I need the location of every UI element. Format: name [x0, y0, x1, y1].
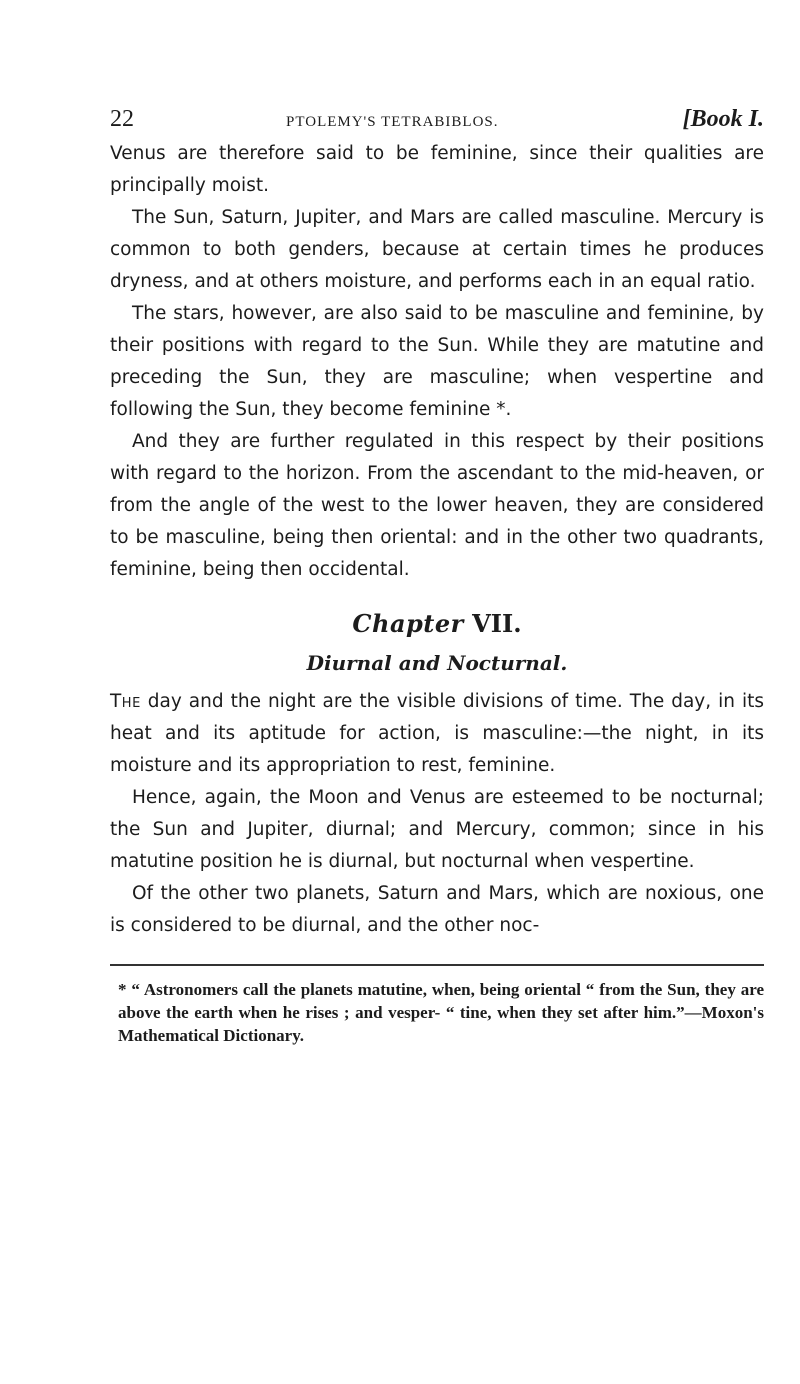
- chapter-word: Chapter: [352, 609, 464, 638]
- chapter-subtitle: Diurnal and Nocturnal.: [306, 651, 568, 675]
- chapter-heading: [110, 604, 764, 644]
- footnote-rule: [110, 964, 764, 966]
- paragraph: Of the other two planets, Saturn and Mars, which are noxious, one is considered to be diurnal, and the other noc-: [110, 883, 764, 936]
- book-reference: [Book I.: [682, 106, 764, 132]
- paragraph: The Sun, Saturn, Jupiter, and Mars are called masculine. Mercury is common to both genders, because at certain times he produces dryness, and at others moisture, and performs each in an equal ratio.: [110, 207, 764, 292]
- book-title: PTOLEMY'S TETRABIBLOS.: [286, 114, 499, 130]
- paragraph: The stars, however, are also said to be masculine and feminine, by their positions with regard to the Sun. While they are matutine and preceding the Sun, they are masculine; when vespertine and following the Sun, they become feminine *.: [110, 303, 764, 420]
- paragraph: Venus are therefore said to be feminine, since their qualities are principally moist.: [110, 143, 764, 196]
- paragraph: Hence, again, the Moon and Venus are esteemed to be nocturnal; the Sun and Jupiter, diurnal; and Mercury, common; since in his matutine position he is diurnal, but nocturnal when vespertine.: [110, 787, 764, 872]
- chapter-number: VII.: [472, 609, 522, 638]
- book-page: [110, 104, 764, 1047]
- page-number: 22: [110, 106, 134, 132]
- running-head: [110, 104, 764, 134]
- paragraph: And they are further regulated in this respect by their positions with regard to the horizon. From the ascendant to the mid-heaven, or from the angle of the west to the lower heaven, they are considered to be masculine, being then oriental: and in the other two quadrants, feminine, being then occidental.: [110, 431, 764, 580]
- footnote: * “ Astronomers call the planets matutine, when, being oriental “ from the Sun, they are above the earth when he rises ; and vesper- “ tine, when they set after him.”—Moxon's Mathematical Dictionary.: [118, 980, 764, 1045]
- chapter-opening-paragraph: [110, 686, 764, 782]
- drop-word: The: [110, 691, 141, 712]
- body-text: [110, 138, 764, 942]
- paragraph-text: day and the night are the visible divisions of time. The day, in its heat and its aptitude for action, is masculine:—the night, in its moisture and its appropriation to rest, feminine.: [110, 691, 764, 776]
